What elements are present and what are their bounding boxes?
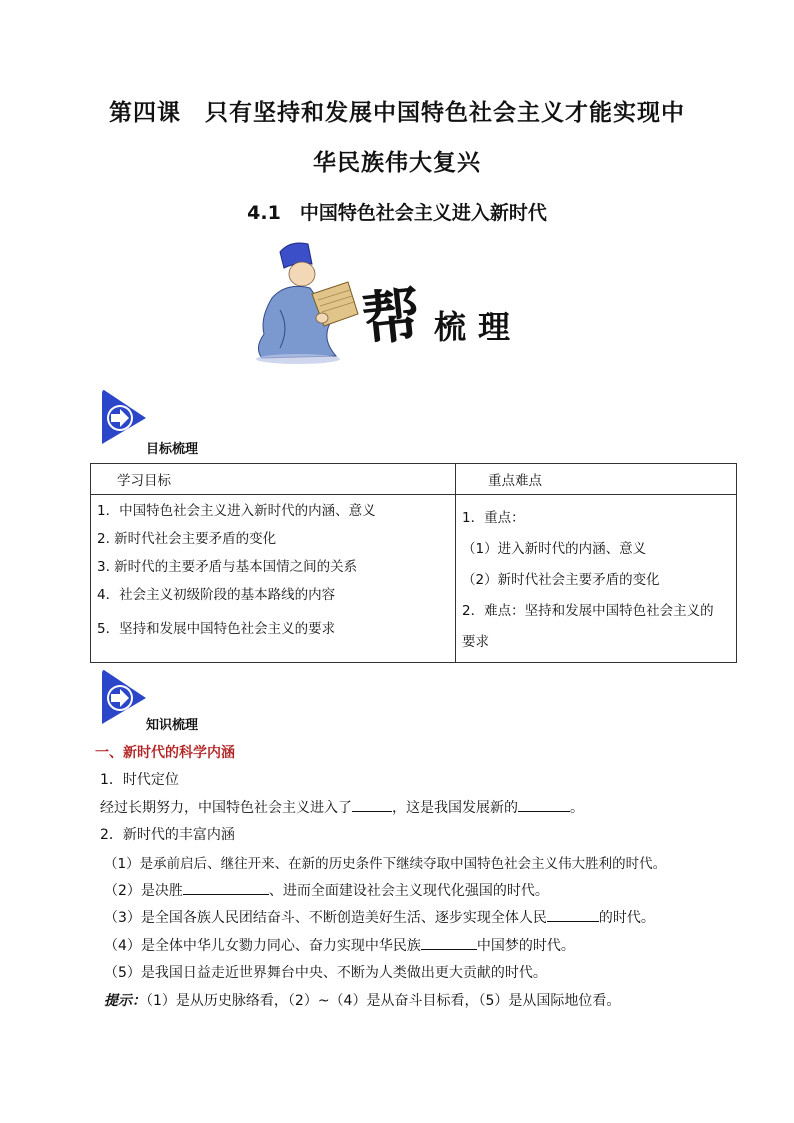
answer-blank[interactable] [352, 797, 392, 812]
subheading-era-position: 1．时代定位 [100, 772, 179, 788]
tip-label: 提示： [104, 993, 146, 1009]
connotation-item-5: （5）是我国日益走近世界舞台中央、不断为人类做出更大贡献的时代。 [104, 965, 547, 981]
keypoint-item: 1．重点： [462, 510, 525, 526]
connotation-item-2 [104, 880, 549, 900]
keypoint-item: （1）进入新时代的内涵、意义 [462, 541, 647, 557]
answer-blank[interactable] [518, 797, 570, 812]
goals-cell-objectives [91, 495, 456, 663]
text-segment: 中国梦的时代。 [476, 938, 575, 954]
objective-item: 3. 新时代的主要矛盾与基本国情之间的关系 [97, 559, 358, 575]
connotation-item-4 [104, 935, 575, 955]
tip-line [104, 990, 620, 1010]
keypoint-item: 要求 [462, 634, 489, 650]
text-segment: （4）是全体中华儿女勠力同心、奋力实现中华民族 [104, 938, 421, 954]
page-title: 第四课 只有坚持和发展中国特色社会主义才能实现中 [109, 100, 685, 126]
goals-table-container [90, 463, 737, 663]
objective-item: 4．社会主义初级阶段的基本路线的内容 [97, 587, 336, 603]
answer-blank[interactable] [183, 880, 269, 895]
text-segment: （2）是决胜 [104, 883, 183, 899]
arrow-badge-icon [100, 388, 150, 452]
text-segment: 经过长期努力，中国特色社会主义进入了 [100, 800, 352, 816]
page-title-continued: 华民族伟大复兴 [313, 150, 481, 176]
banner-char-bang: 帮 [359, 280, 424, 354]
scholar-illustration [250, 238, 360, 366]
keypoint-item: 2．难点：坚持和发展中国特色社会主义的 [462, 603, 714, 619]
text-segment: ，这是我国发展新的 [392, 800, 518, 816]
goals-table [90, 463, 737, 663]
connotation-item-3 [104, 907, 655, 927]
fill-blank-line-1 [100, 797, 584, 817]
subheading-era-connotation: 2．新时代的丰富内涵 [100, 827, 235, 843]
answer-blank[interactable] [547, 907, 599, 922]
tip-text: （1）是从历史脉络看，（2）~（4）是从奋斗目标看，（5）是从国际地位看。 [146, 993, 621, 1009]
objective-item: 1．中国特色社会主义进入新时代的内涵、意义 [97, 503, 376, 519]
goals-header-col1: 学习目标 [91, 464, 456, 495]
keypoint-item: （2）新时代社会主要矛盾的变化 [462, 572, 660, 588]
goals-header-col2: 重点难点 [456, 464, 737, 495]
banner-char-shu: 梳 [434, 308, 467, 346]
text-segment: 、进而全面建设社会主义现代化强国的时代。 [268, 883, 549, 899]
text-segment: 。 [570, 800, 584, 816]
objective-item: 2. 新时代社会主要矛盾的变化 [97, 531, 277, 547]
section-heading: 一、新时代的科学内涵 [95, 745, 235, 761]
section-label-goals: 目标梳理 [146, 442, 199, 457]
section-label-knowledge: 知识梳理 [146, 718, 199, 733]
lesson-subtitle: 4.1 中国特色社会主义进入新时代 [247, 202, 547, 224]
text-segment: 的时代。 [598, 910, 655, 926]
text-segment: （3）是全国各族人民团结奋斗、不断创造美好生活、逐步实现全体人民 [104, 910, 547, 926]
connotation-item-1: （1）是承前启后、继往开来、在新的历史条件下继续夺取中国特色社会主义伟大胜利的时代。 [104, 856, 667, 872]
answer-blank[interactable] [421, 935, 477, 950]
banner-char-li: 理 [478, 308, 511, 346]
goals-cell-keypoints [456, 495, 737, 663]
arrow-badge-icon [100, 668, 150, 732]
objective-item: 5．坚持和发展中国特色社会主义的要求 [97, 621, 336, 637]
